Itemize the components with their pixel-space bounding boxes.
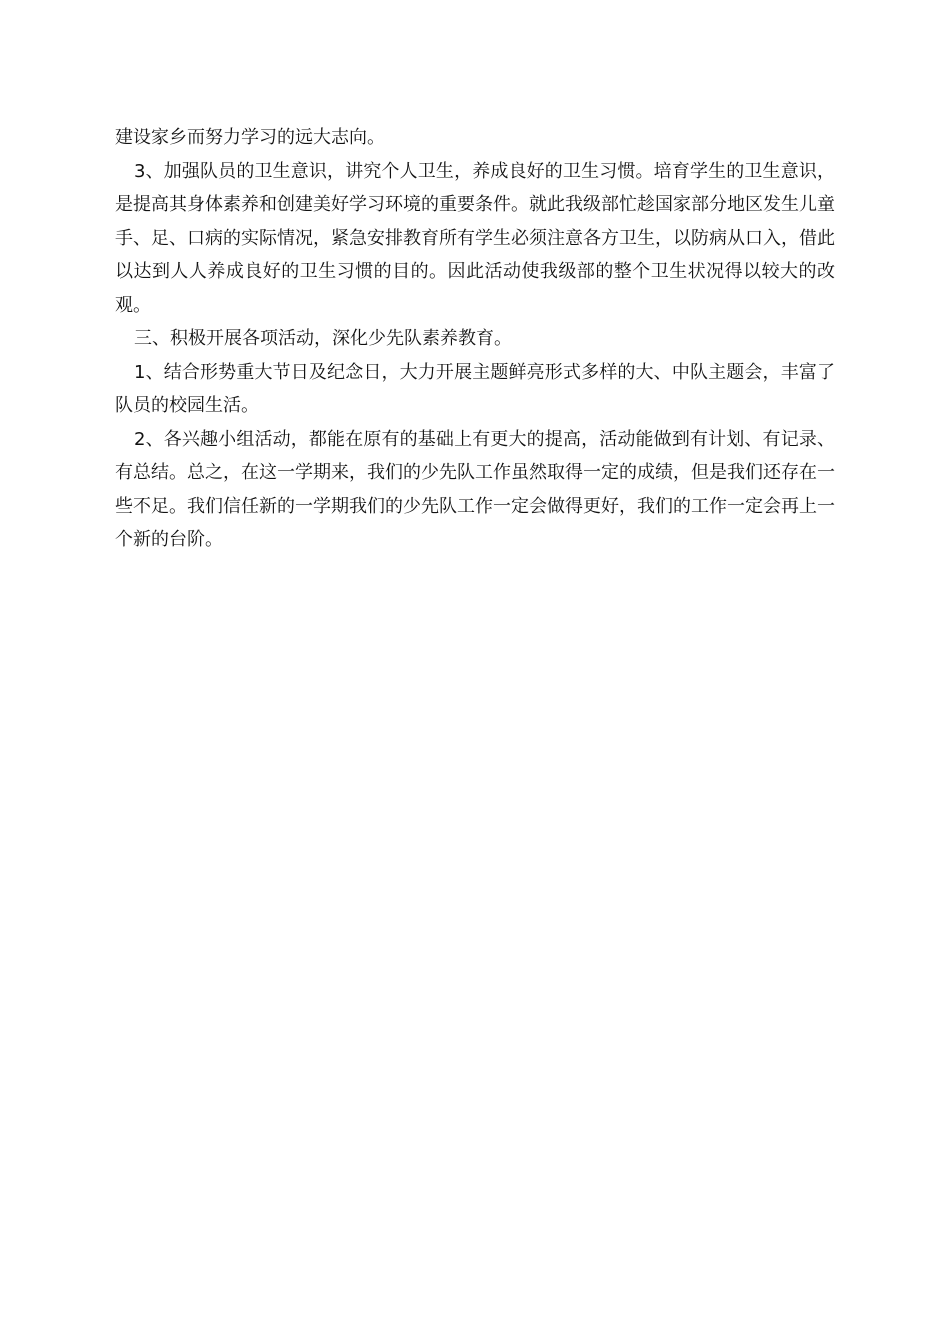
- paragraph-hygiene: 3、加强队员的卫生意识，讲究个人卫生，养成良好的卫生习惯。培育学生的卫生意识，是提高其身体素养和创建美好学习环境的重要条件。就此我级部忙趁国家部分地区发生儿童手、足、口病的实际情况，紧急安排教育所有学生必须注意各方卫生，以防病从口入，借此以达到人人养成良好的卫生习惯的目的。因此活动使我级部的整个卫生状况得以较大的改观。: [115, 160, 835, 316]
- paragraph-interest-groups: 2、各兴趣小组活动，都能在原有的基础上有更大的提高，活动能做到有计划、有记录、有总结。总之，在这一学期来，我们的少先队工作虽然取得一定的成绩，但是我们还存在一些不足。我们信任新的一学期我们的少先队工作一定会做得更好，我们的工作一定会再上一个新的台阶。: [115, 428, 835, 550]
- paragraph-theme-meetings: 1、结合形势重大节日及纪念日，大力开展主题鲜亮形式多样的大、中队主题会，丰富了队员的校园生活。: [115, 361, 835, 416]
- section-heading-activities: 三、积极开展各项活动，深化少先队素养教育。: [134, 328, 512, 349]
- document-body: [115, 121, 835, 557]
- paragraph-continuation: 建设家乡而努力学习的远大志向。: [115, 127, 385, 148]
